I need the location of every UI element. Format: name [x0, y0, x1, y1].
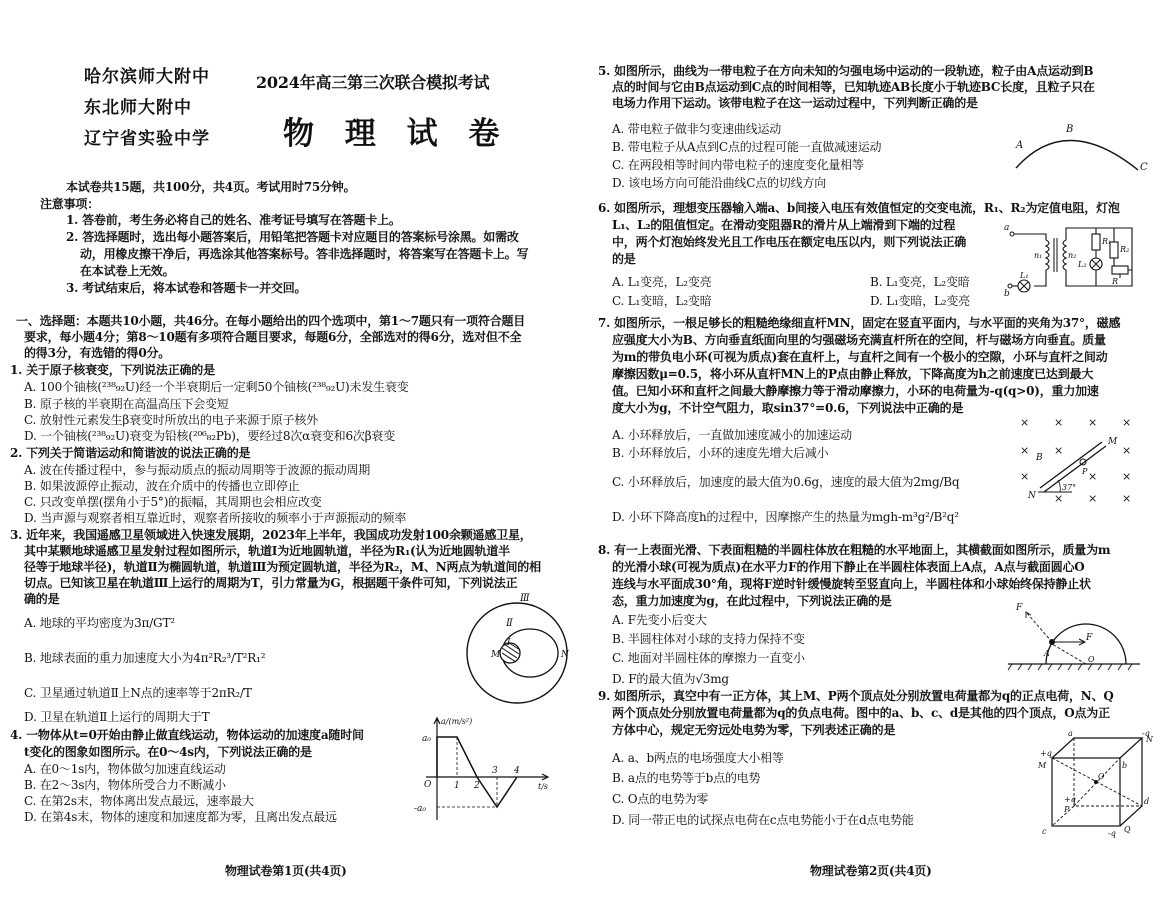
question-3-stem: 径等于地球半径)，轨道Ⅱ为椭圆轨道，轨道Ⅲ为预定圆轨道，半径为R₂，M、N两点为轨道间的相	[24, 560, 541, 574]
graph-tick-a0: a₀	[422, 734, 431, 744]
svg-text:×: ×	[1122, 470, 1132, 483]
svg-text:×: ×	[1054, 444, 1064, 457]
question-2-option: B. 如果波源停止振动，波在介质中的传播也立即停止	[24, 479, 300, 493]
rheostat-label-r: R	[1112, 277, 1119, 286]
vertex-label-d: d	[1144, 797, 1150, 806]
question-4-stem: t变化的图象如图所示。在0～4s内，下列说法正确的是	[24, 745, 312, 759]
page-footer: 物理试卷第2页(共4页)	[810, 864, 932, 878]
question-4-stem: 4. 一物体从t=0开始由静止做直线运动，物体运动的加速度a随时间	[10, 728, 364, 742]
orbit-label-i: Ⅰ	[507, 638, 511, 648]
question-8-stem: 连线与水平面成30°角，现将F逆时针缓慢旋转至竖直向上，半圆柱体和小球始终保持静止状	[612, 577, 1091, 591]
question-9-stem: 9. 如图所示，真空中有一正方体，其上M、P两个顶点处分别放置电荷量都为q的正点电荷，N、Q	[598, 689, 1114, 703]
center-label-o: O	[1098, 772, 1105, 781]
question-7-stem: 值。已知小环和直杆之间最大静摩擦力等于滑动摩擦力，小环的电荷量为-q(q>0)，重力加速	[612, 384, 1099, 398]
point-label-m: M	[491, 650, 501, 660]
question-2-option: D. 当声源与观察者相互靠近时，观察者所接收的频率小于声源振动的频率	[24, 511, 407, 525]
graph-y-axis-label: a/(m/s²)	[441, 717, 473, 726]
question-2-option: A. 波在传播过程中，参与振动质点的振动周期等于波源的振动周期	[24, 463, 371, 477]
question-6-stem: 中，两个灯泡始终发光且工作电压在额定电压以内，则下列说法正确	[612, 235, 967, 249]
question-8-stem: 8. 有一上表面光滑、下表面粗糙的半圆柱体放在粗糙的水平地面上，其横截面如图所示，质量为m	[598, 543, 1111, 557]
trajectory-diagram	[1006, 120, 1146, 180]
vertex-label-b: b	[1122, 761, 1128, 770]
question-6-stem: 6. 如图所示，理想变压器输入端a、b间接入电压有效值恒定的交变电流，R₁、R₂为定值电阻，灯泡	[598, 201, 1120, 215]
angle-label-37: 37°	[1062, 483, 1077, 492]
svg-text:×: ×	[1054, 492, 1064, 505]
question-8-option: A. F先变小后变大	[612, 613, 707, 627]
svg-text:×: ×	[1122, 444, 1132, 457]
school-name-2: 东北师大附中	[84, 98, 192, 118]
svg-text:×: ×	[1020, 444, 1030, 457]
graph-origin-label: O	[424, 780, 432, 790]
graph-tick-1: 1	[454, 781, 460, 791]
question-5-option: D. 该电场方向可能沿曲线C点的切线方向	[612, 176, 827, 190]
question-8-option: C. 地面对半圆柱体的摩擦力一直变小	[612, 651, 805, 665]
force-label-f: F	[1086, 633, 1093, 643]
point-label-a: A	[1016, 140, 1024, 151]
magnetic-field-rod-diagram	[1016, 414, 1146, 509]
point-label-n: N	[561, 650, 569, 660]
vertex-label-q: Q	[1124, 825, 1131, 834]
question-3-stem: 其中某颗地球遥感卫星发射过程如图所示，轨道Ⅰ为近地圆轨道，半径为R₁(认为近地圆轨道半	[24, 544, 510, 558]
page-footer: 物理试卷第1页(共4页)	[225, 864, 347, 878]
question-2-option: C. 只改变单摆(摆角小于5°)的振幅，其周期也会相应改变	[24, 495, 322, 509]
coil-label-n2: n₂	[1068, 251, 1077, 260]
question-8-option: B. 半圆柱体对小球的支持力保持不变	[612, 632, 805, 646]
charge-label-plus-q-top: +q	[1040, 749, 1052, 758]
question-3-stem: 确的是	[24, 592, 60, 606]
svg-text:×: ×	[1088, 416, 1098, 429]
question-3-option: B. 地球表面的重力加速度大小为4π²R₂³/T²R₁²	[24, 651, 266, 665]
rod-end-label-m: M	[1108, 437, 1118, 447]
half-cylinder-diagram	[1008, 598, 1143, 678]
question-5-option: C. 在两段相等时间内带电粒子的速度变化量相等	[612, 158, 864, 172]
charge-label-minus-q-bottom: -q	[1108, 829, 1116, 838]
question-5-stem: 点的时间与它由B点运动到C点的时间相等，已知轨迹AB长度小于轨迹BC长度，且粒子只在	[612, 80, 1095, 94]
question-9-option: C. O点的电势为零	[612, 792, 709, 806]
question-9-stem: 两个顶点处分别放置电荷量都为q的负点电荷。图中的a、b、c、d是其他的四个顶点，O点为正	[612, 706, 1110, 720]
exam-page-1	[0, 0, 585, 900]
school-name-3: 辽宁省实验中学	[84, 129, 210, 149]
question-5-option: B. 带电粒子从A点到C点的过程可能一直做减速运动	[612, 140, 882, 154]
question-4-option: A. 在0～1s内，物体做匀加速直线运动	[24, 762, 226, 776]
orbit-diagram	[462, 593, 572, 706]
exam-title: 2024年高三第三次联合模拟考试	[256, 73, 490, 92]
question-7-stem: 摩擦因数μ=0.5，将小环从直杆MN上的P点由静止释放，下降高度为h之前速度已达到最大	[612, 367, 1094, 381]
question-8-stem: 态，重力加速度为g，在此过程中，下列说法正确的是	[612, 594, 892, 608]
question-9-option: B. a点的电势等于b点的电势	[612, 771, 761, 785]
question-7-option: B. 小环释放后，小环的速度先增大后减小	[612, 446, 829, 460]
lamp-label-l1: L₁	[1020, 271, 1029, 280]
question-8-option: D. F的最大值为√3mg	[612, 672, 729, 686]
question-4-option: B. 在2～3s内，物体所受合力不断减小	[24, 778, 226, 792]
point-label-c: C	[1140, 162, 1148, 173]
force-label-f-rotated: F	[1016, 603, 1023, 613]
acceleration-time-graph	[412, 715, 552, 825]
question-6-option: C. L₁变暗，L₂变暗	[612, 294, 712, 308]
svg-text:×: ×	[1088, 492, 1098, 505]
resistor-label-r1: R₁	[1102, 237, 1112, 246]
question-8-stem: 的光滑小球(可视为质点)在水平力F的作用下静止在半圆柱体表面上A点，A点与截面圆心O	[612, 560, 1085, 574]
notice-title: 注意事项：	[40, 197, 100, 211]
lamp-label-l2: L₂	[1078, 260, 1087, 269]
school-name-1: 哈尔滨师大附中	[84, 67, 210, 87]
question-7-stem: 为m的带负电小环(可视为质点)套在直杆上，与直杆之间有一个极小的空隙，小环与直杆之间动	[612, 350, 1108, 364]
vertex-label-a: a	[1068, 729, 1073, 738]
question-1-option: A. 100个铀核(²³⁸₉₂U)经一个半衰期后一定剩50个铀核(²³⁸₉₂U)未发生衰变	[24, 380, 409, 394]
graph-tick-3: 3	[492, 766, 498, 776]
question-1-option: C. 放射性元素发生β衰变时所放出的电子来源于原子核外	[24, 413, 318, 427]
svg-text:×: ×	[1054, 416, 1064, 429]
notice-line: 3. 考试结束后，将本试卷和答题卡一并交回。	[66, 281, 307, 295]
notice-line: 1. 答卷前，考生务必将自己的姓名、准考证号填写在答题卡上。	[66, 213, 401, 227]
question-7-option: A. 小环释放后，一直做加速度减小的加速运动	[612, 428, 852, 442]
graph-tick-neg-a0: -a₀	[414, 804, 427, 814]
svg-text:×: ×	[1088, 470, 1098, 483]
point-label-a: A	[1044, 649, 1050, 658]
notice-line: 动，用橡皮擦干净后，再选涂其他答案标号。答非选择题时，将答案写在答题卡上。写	[80, 247, 529, 261]
graph-tick-4: 4	[514, 766, 520, 776]
section-header: 一、选择题：本题共10小题，共46分。在每小题给出的四个选项中，第1～7题只有一项符合题目	[16, 314, 526, 328]
vertex-label-c: c	[1042, 827, 1047, 836]
question-3-stem: 切点。已知该卫星在轨道Ⅲ上运行的周期为T，引力常量为G，根据题干条件可知，下列说法正	[24, 576, 518, 590]
question-7-stem: 度大小为g，不计空气阻力，取sin37°=0.6，下列说法中正确的是	[612, 401, 964, 415]
vertex-label-m: M	[1038, 761, 1047, 770]
question-7-stem: 应强度大小为B、方向垂直纸面向里的匀强磁场充满直杆所在的空间，杆与磁场方向垂直。质量	[612, 333, 1106, 347]
notice-line: 在本试卷上无效。	[80, 264, 175, 278]
svg-text:×: ×	[1020, 416, 1030, 429]
question-5-stem: 5. 如图所示，曲线为一带电粒子在方向未知的匀强电场中运动的一段轨迹，粒子由A点运动到B	[598, 64, 1094, 78]
svg-text:×: ×	[1122, 492, 1132, 505]
question-2-stem: 2. 下列关于简谐运动和简谐波的说法正确的是	[10, 446, 251, 460]
question-6-option: A. L₁变亮，L₂变亮	[612, 275, 712, 289]
charge-label-plus-q-bottom: +q	[1064, 795, 1076, 804]
charge-label-minus-q-top: -q	[1142, 729, 1150, 738]
exam-page-2	[588, 0, 1173, 900]
section-header: 要求，每小题4分；第8～10题有多项符合题目要求，每题6分，全部选对的得6分，选对但不全	[24, 330, 522, 344]
transformer-circuit-diagram	[1004, 216, 1144, 299]
question-9-stem: 方体中心，规定无穷远处电势为零，下列表述正确的是	[612, 723, 896, 737]
cube-charges-diagram	[1038, 728, 1158, 838]
question-3-option: C. 卫星通过轨道Ⅱ上N点的速率等于2πR₂/T	[24, 686, 252, 700]
question-5-option: A. 带电粒子做非匀变速曲线运动	[612, 122, 782, 136]
question-7-option: D. 小环下降高度h的过程中，因摩擦产生的热量为mgh-m³g²/B²q²	[612, 510, 959, 524]
coil-label-n1: n₁	[1034, 251, 1043, 260]
question-6-stem: 的是	[612, 252, 636, 266]
resistor-label-r2: R₂	[1120, 245, 1130, 254]
section-header: 的得3分，有选错的得0分。	[24, 346, 171, 360]
question-6-option: B. L₁变亮，L₂变暗	[870, 275, 970, 289]
question-1-option: D. 一个铀核(²³⁸₉₂U)衰变为铅核(²⁰⁶₈₂Pb)，要经过8次α衰变和6次β衰变	[24, 429, 396, 443]
question-7-option: C. 小环释放后，加速度的最大值为0.6g，速度的最大值为2mg/Bq	[612, 475, 960, 489]
terminal-label-b: b	[1004, 289, 1010, 299]
question-7-stem: 7. 如图所示，一根足够长的粗糙绝缘细直杆MN，固定在竖直平面内，与水平面的夹角为37°，磁感	[598, 316, 1121, 330]
vertex-label-n: N	[1146, 735, 1153, 744]
question-1-stem: 1. 关于原子核衰变，下列说法正确的是	[10, 363, 215, 377]
orbit-label-iii: Ⅲ	[520, 593, 530, 604]
question-6-option: D. L₁变暗，L₂变亮	[870, 294, 970, 308]
question-5-stem: 电场力作用下运动。该带电粒子在这一运动过程中，下列判断正确的是	[612, 96, 978, 110]
graph-x-axis-label: t/s	[538, 782, 549, 791]
svg-text:×: ×	[1122, 416, 1132, 429]
question-4-option: D. 在第4s末，物体的速度和加速度都为零，且离出发点最远	[24, 810, 337, 824]
rod-end-label-n: N	[1028, 491, 1036, 501]
subject-title: 物 理 试 卷	[283, 116, 510, 152]
question-3-option: A. 地球的平均密度为3π/GT²	[24, 616, 175, 630]
field-label-b: B	[1036, 453, 1043, 463]
orbit-label-ii: Ⅱ	[506, 618, 513, 629]
center-label-o: O	[1088, 655, 1095, 664]
question-3-option: D. 卫星在轨道Ⅱ上运行的周期大于T	[24, 710, 210, 724]
question-9-option: A. a、b两点的电场强度大小相等	[612, 751, 784, 765]
question-3-stem: 3. 近年来，我国遥感卫星领域进入快速发展期，2023年上半年，我国成功发射100余颗遥感卫星，	[10, 528, 532, 542]
exam-intro: 本试卷共15题，共100分，共4页。考试用时75分钟。	[66, 180, 356, 194]
vertex-label-p: P	[1064, 805, 1070, 814]
point-label-b: B	[1066, 124, 1074, 135]
terminal-label-a: a	[1004, 223, 1010, 233]
question-6-stem: L₁、L₂的阻值恒定。在滑动变阻器R的滑片从上端滑到下端的过程	[612, 218, 956, 232]
point-label-p: P	[1082, 467, 1088, 476]
graph-tick-2: 2	[474, 781, 480, 791]
question-4-option: C. 在第2s末，物体离出发点最远，速率最大	[24, 794, 254, 808]
svg-text:×: ×	[1020, 470, 1030, 483]
question-9-option: D. 同一带正电的试探点电荷在c点电势能小于在d点电势能	[612, 813, 914, 827]
question-1-option: B. 原子核的半衰期在高温高压下会变短	[24, 397, 229, 411]
notice-line: 2. 答选择题时，选出每小题答案后，用铅笔把答题卡对应题目的答案标号涂黑。如需改	[66, 230, 519, 244]
